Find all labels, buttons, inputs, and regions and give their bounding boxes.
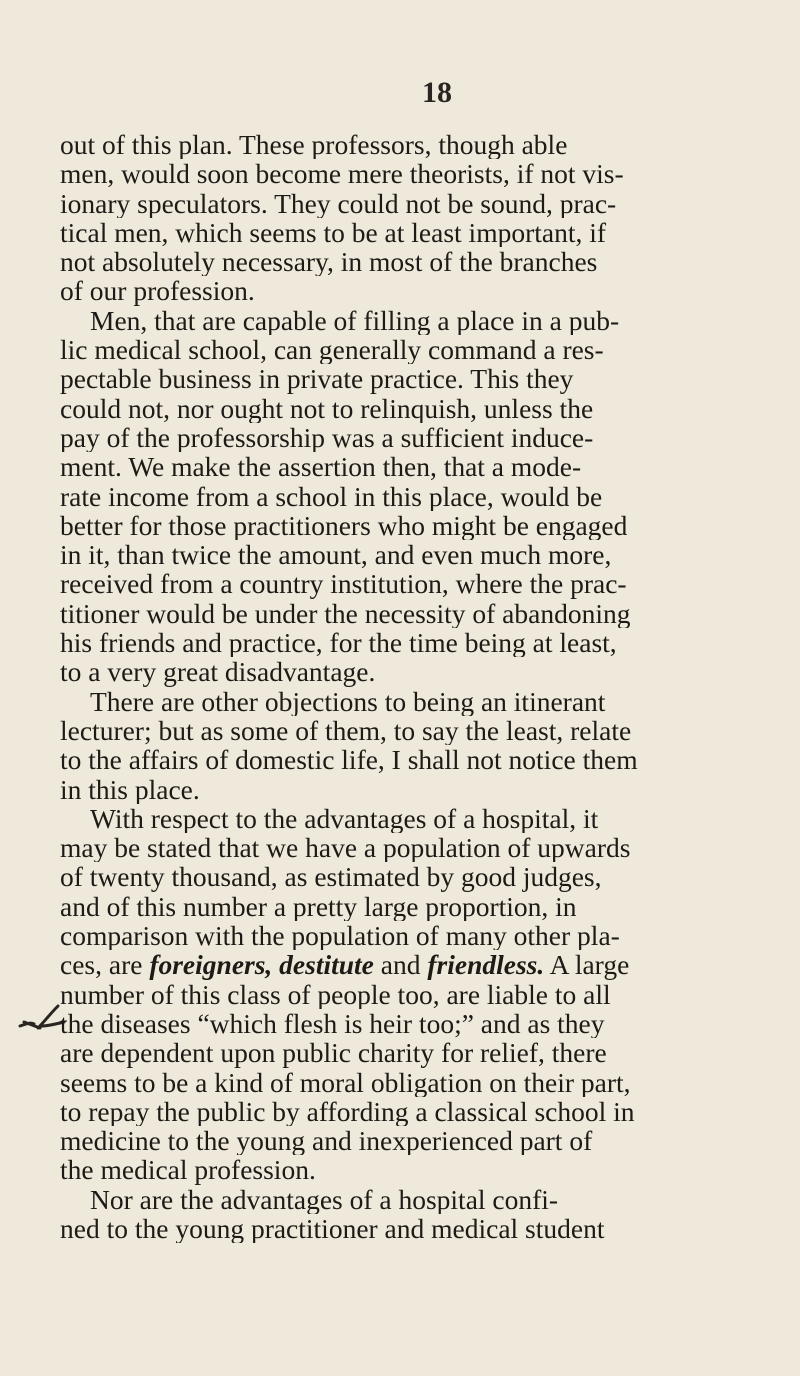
text-line: are dependent upon public charity for relief, there: [60, 1038, 607, 1068]
text-line: men, would soon become mere theorists, if not vis-: [60, 159, 624, 189]
text-line: the medical profession.: [60, 1155, 316, 1185]
text-line: his friends and practice, for the time being at least,: [60, 628, 617, 658]
text-line: number of this class of people too, are liable to all: [60, 979, 611, 1009]
text-line: medicine to the young and inexperienced part of: [60, 1126, 593, 1156]
italic-phrase: foreigners, destitute: [149, 950, 374, 980]
text-line: pay of the professorship was a sufficient induce-: [60, 422, 594, 453]
text-line: ned to the young practitioner and medical student: [60, 1213, 605, 1244]
text-line: seems to be a kind of moral obligation on their part,: [60, 1067, 631, 1097]
text-line: pectable business in private practice. This they: [60, 364, 574, 394]
page-number: 18: [422, 76, 452, 109]
text-line: comparison with the population of many other pla-: [60, 921, 620, 951]
text-line: rate income from a school in this place, would be: [60, 481, 603, 511]
text-line: of our profession.: [60, 276, 255, 306]
text-line: the diseases “which flesh is heir too;” and as they: [60, 1008, 605, 1039]
text-line: tical men, which seems to be at least important, if: [60, 217, 607, 248]
text-line: Men, that are capable of filling a place in a pub-: [90, 305, 620, 336]
text-line: to a very great disadvantage.: [60, 657, 376, 687]
text-segment: and: [373, 950, 428, 980]
body-text: [60, 130, 780, 1243]
text-line: to the affairs of domestic life, I shall not notice them: [60, 745, 638, 775]
text-line: may be stated that we have a population of upwards: [60, 833, 631, 863]
text-line: not absolutely necessary, in most of the branches: [60, 247, 598, 277]
text-line: out of this plan. These professors, though able: [60, 130, 568, 160]
text-line: ionary speculators. They could not be sound, prac-: [60, 188, 617, 218]
text-line: lecturer; but as some of them, to say the least, relate: [60, 715, 632, 746]
text-line: in this place.: [60, 774, 200, 804]
text-line: titioner would be under the necessity of abandoning: [60, 598, 631, 629]
italic-phrase: friendless.: [427, 950, 545, 980]
text-line: With respect to the advantages of a hospital, it: [90, 803, 599, 834]
text-line: received from a country institution, where the prac-: [60, 569, 627, 599]
text-line: [60, 950, 780, 979]
text-line: could not, nor ought not to relinquish, unless the: [60, 393, 594, 423]
text-line: in it, than twice the amount, and even much more,: [60, 540, 612, 570]
text-line: of twenty thousand, as estimated by good judges,: [60, 862, 602, 892]
text-line: Nor are the advantages of a hospital confi-: [90, 1184, 559, 1214]
text-line: and of this number a pretty large proportion, in: [60, 891, 577, 922]
text-segment: ces, are: [60, 950, 150, 980]
text-line: lic medical school, can generally command a res-: [60, 335, 604, 365]
text-line: There are other objections to being an itinerant: [90, 686, 606, 716]
text-line: to repay the public by affording a classical school in: [60, 1096, 635, 1127]
text-segment: A large: [544, 950, 630, 980]
text-line: ment. We make the assertion then, that a mode-: [60, 452, 582, 482]
text-line: better for those practitioners who might be engaged: [60, 510, 628, 541]
